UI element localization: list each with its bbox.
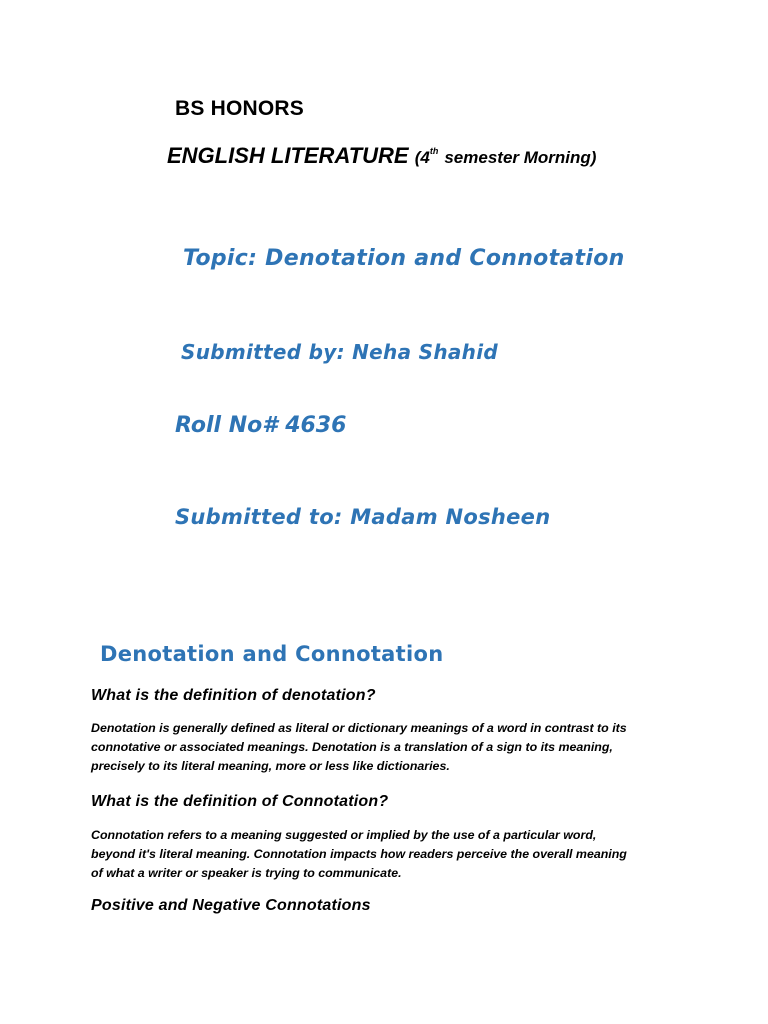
topic-line: Topic: Denotation and Connotation	[183, 246, 625, 271]
course-main: ENGLISH LITERATURE	[167, 143, 409, 168]
paragraph-line: Denotation is generally defined as literal or dictionary meanings of a word in contrast to its	[91, 721, 627, 735]
paragraph-line: precisely to its literal meaning, more or less like dictionaries.	[91, 759, 450, 773]
question-denotation: What is the definition of denotation?	[91, 687, 376, 704]
subheading-positive-negative: Positive and Negative Connotations	[91, 897, 371, 914]
course-rest: semester Morning)	[444, 148, 597, 167]
submitted-to-line: Submitted to: Madam Nosheen	[175, 505, 551, 529]
course-sup: th	[429, 146, 439, 156]
program-title: BS HONORS	[175, 97, 304, 120]
section-heading: Denotation and Connotation	[100, 642, 444, 666]
roll-number: Roll No# 4636	[175, 413, 347, 438]
paragraph-denotation	[91, 719, 691, 776]
paragraph-line: beyond it's literal meaning. Connotation impacts how readers perceive the overall meaning	[91, 847, 627, 861]
paragraph-line: connotative or associated meanings. Denotation is a translation of a sign to its meaning,	[91, 740, 613, 754]
submitted-by-line: Submitted by: Neha Shahid	[181, 340, 498, 364]
course-open: (4	[414, 148, 430, 167]
course-title	[167, 143, 596, 169]
paragraph-line: Connotation refers to a meaning suggested or implied by the use of a particular word,	[91, 828, 597, 842]
question-connotation: What is the definition of Connotation?	[91, 793, 389, 810]
paragraph-connotation	[91, 826, 691, 883]
paragraph-line: of what a writer or speaker is trying to communicate.	[91, 866, 402, 880]
